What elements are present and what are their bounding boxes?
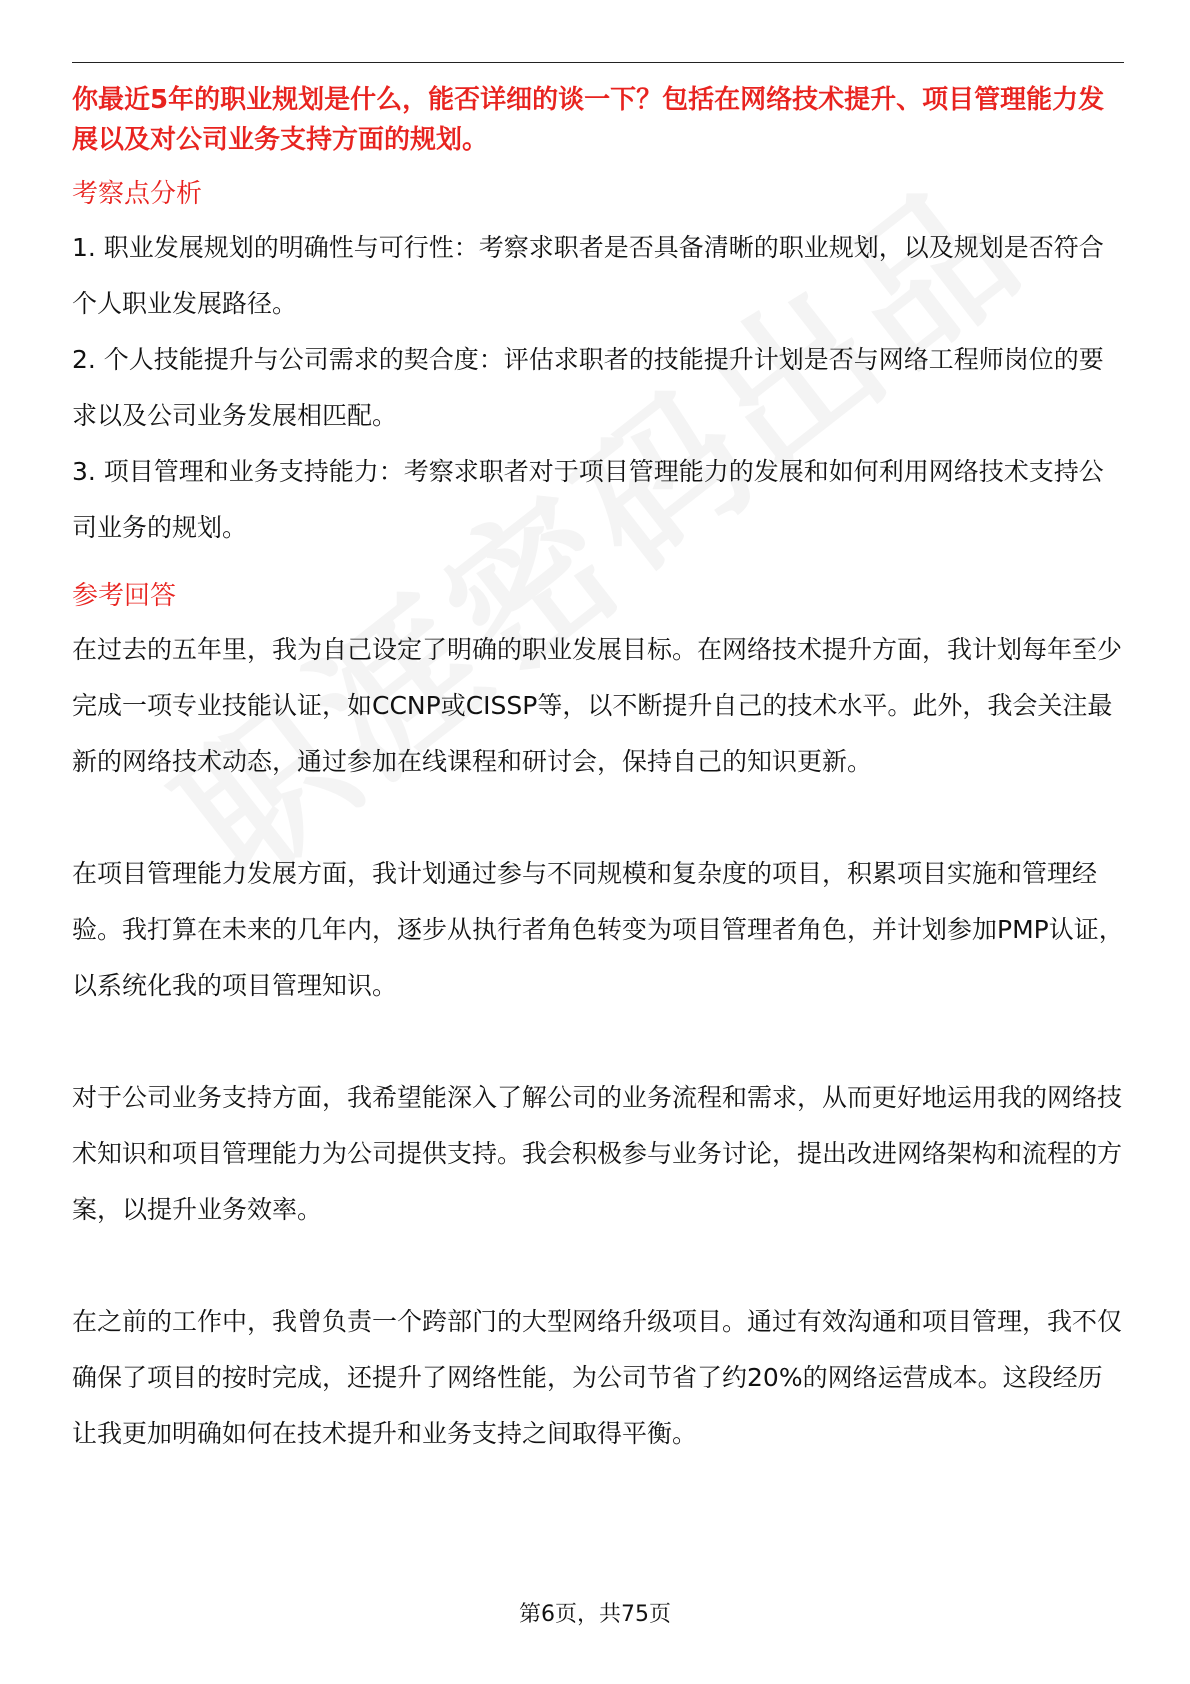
answer-paragraph: 在之前的工作中，我曾负责一个跨部门的大型网络升级项目。通过有效沟通和项目管理，我不仅确保了项目的按时完成，还提升了网络性能，为公司节省了约20%的网络运营成本。这段经历让我更加明确如何在技术提升和业务支持之间取得平衡。 — [72, 1307, 1123, 1448]
page-number: 第6页，共75页 — [519, 1602, 671, 1627]
analysis-item: 2. 个人技能提升与公司需求的契合度：评估求职者的技能提升计划是否与网络工程师岗位的要求以及公司业务发展相匹配。 — [72, 345, 1104, 430]
answer-heading: 参考回答 — [72, 581, 177, 611]
analysis-list — [72, 220, 1124, 556]
analysis-item: 1. 职业发展规划的明确性与可行性：考察求职者是否具备清晰的职业规划，以及规划是否符合个人职业发展路径。 — [72, 233, 1104, 318]
question-title: 你最近5年的职业规划是什么，能否详细的谈一下？包括在网络技术提升、项目管理能力发展以及对公司业务支持方面的规划。 — [72, 85, 1105, 155]
analysis-heading: 考察点分析 — [72, 179, 203, 209]
answer-paragraph: 在过去的五年里，我为自己设定了明确的职业发展目标。在网络技术提升方面，我计划每年至少完成一项专业技能认证，如CCNP或CISSP等，以不断提升自己的技术水平。此外，我会关注最新的网络技术动态，通过参加在线课程和研讨会，保持自己的知识更新。 — [72, 635, 1123, 776]
header-rule — [72, 62, 1124, 63]
answer-paragraph: 对于公司业务支持方面，我希望能深入了解公司的业务流程和需求，从而更好地运用我的网络技术知识和项目管理能力为公司提供支持。我会积极参与业务讨论，提出改进网络架构和流程的方案，以提升业务效率。 — [72, 1083, 1123, 1224]
page-content — [72, 80, 1124, 1462]
answer-body — [72, 622, 1124, 1462]
analysis-item: 3. 项目管理和业务支持能力：考察求职者对于项目管理能力的发展和如何利用网络技术支持公司业务的规划。 — [72, 457, 1104, 542]
answer-paragraph: 在项目管理能力发展方面，我计划通过参与不同规模和复杂度的项目，积累项目实施和管理经验。我打算在未来的几年内，逐步从执行者角色转变为项目管理者角色，并计划参加PMP认证，以系统化我的项目管理知识。 — [72, 859, 1124, 1000]
